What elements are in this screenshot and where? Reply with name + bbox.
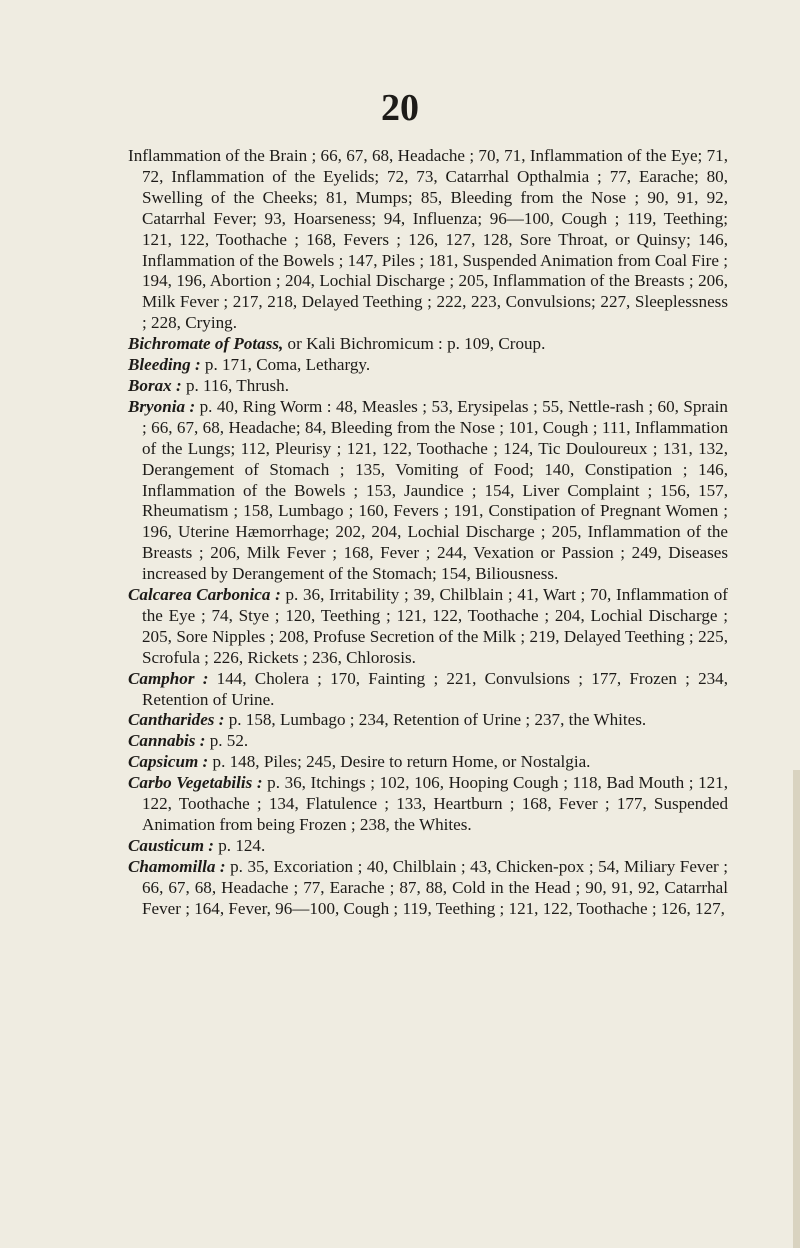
- index-entry: [128, 146, 728, 334]
- entry-text: p. 35, Excoriation ; 40, Chilblain ; 43, Chicken-pox ; 54, Miliary Fever ; 66, 67, 68, Headache ; 77, Earache ; 87, 88, Cold in the Head ; 90, 91, 92, Catarrhal Fever ; 164, Fever, 96—100, Cough ; 119, Teething ; 121, 122, Toothache ; 126, 127,: [142, 856, 728, 918]
- remedy-name: Borax :: [128, 375, 182, 395]
- entry-text: 144, Cholera ; 170, Fainting ; 221, Convulsions ; 177, Frozen ; 234, Retention of Urine.: [142, 668, 728, 709]
- index-entry: [128, 752, 728, 773]
- index-entry: [128, 397, 728, 585]
- remedy-name: Causticum :: [128, 835, 214, 855]
- entry-text: p. 36, Irritability ; 39, Chilblain ; 41, Wart ; 70, Inflammation of the Eye ; 74, Stye ; 120, Teething ; 121, 122, Toothache ; 204, Lochial Discharge ; 205, Sore Nipples ; 208, Profuse Secretion of the Milk ; 219, Delayed Teething ; 225, Scrofula ; 226, Rickets ; 236, Chlorosis.: [142, 585, 729, 667]
- remedy-name: Bryonia :: [128, 396, 196, 416]
- remedy-name: Chamomilla :: [128, 856, 226, 876]
- index-entry: [128, 857, 728, 920]
- index-entry: [128, 773, 728, 836]
- entry-text: or Kali Bichromicum : p. 109, Croup.: [283, 334, 546, 354]
- index-entry: [128, 585, 728, 669]
- remedy-name: Bichromate of Potass,: [128, 334, 284, 354]
- entry-text: p. 36, Itchings ; 102, 106, Hooping Cough ; 118, Bad Mouth ; 121, 122, Toothache ; 134, Flatulence ; 133, Heartburn ; 168, Fever ; 177, Suspended Animation from being Frozen ; 238, the Whites.: [142, 773, 728, 834]
- entry-text: p. 148, Piles; 245, Desire to return Home, or Nostalgia.: [208, 752, 591, 772]
- entry-text: p. 171, Coma, Lethargy.: [200, 355, 371, 375]
- page-edge-shadow: [793, 770, 800, 1248]
- entry-text: p. 158, Lumbago ; 234, Retention of Urine ; 237, the Whites.: [224, 710, 647, 730]
- remedy-name: Calcarea Carbonica :: [128, 585, 281, 605]
- index-entries: [128, 146, 728, 920]
- index-entry: [128, 355, 728, 376]
- entry-text: p. 116, Thrush.: [181, 375, 289, 395]
- remedy-name: Bleeding :: [128, 355, 201, 375]
- index-entry: [128, 710, 728, 731]
- entry-text: p. 124.: [213, 835, 266, 855]
- entry-text: Inflammation of the Brain ; 66, 67, 68, Headache ; 70, 71, Inflammation of the Eye; 71, 72, Inflammation of the Eyelids; 72, 73, Catarrhal Opthalmia ; 77, Earache; 80, Swelling of the Cheeks; 81, Mumps; 85, Bleeding from the Nose ; 90, 91, 92, Catarrhal Fever; 93, Hoarseness; 94, Influenza; 96—100, Cough ; 119, Teething; 121, 122, Toothache ; 168, Fevers ; 126, 127, 128, Sore Throat, or Quinsy; 146, Inflammation of the Bowels ; 147, Piles ; 181, Suspended Animation from Coal Fire ; 194, 196, Abortion ; 204, Lochial Discharge ; 205, Inflammation of the Breasts ; 206, Milk Fever ; 217, 218, Delayed Teething ; 222, 223, Convulsions; 227, Sleeplessness ; 228, Crying.: [128, 146, 728, 333]
- index-entry: [128, 731, 728, 752]
- index-entry: [128, 334, 728, 355]
- page-number: 20: [381, 87, 419, 129]
- remedy-name: Carbo Vegetabilis :: [128, 773, 263, 793]
- index-entry: [128, 836, 728, 857]
- remedy-name: Camphor :: [128, 668, 209, 688]
- index-entry: [128, 376, 728, 397]
- remedy-name: Cannabis :: [128, 731, 206, 751]
- remedy-name: Cantharides :: [128, 710, 225, 730]
- entry-text: p. 52.: [205, 731, 249, 751]
- remedy-name: Capsicum :: [128, 752, 209, 772]
- entry-text: p. 40, Ring Worm : 48, Measles ; 53, Erysipelas ; 55, Nettle-rash ; 60, Sprain ; 66, 67, 68, Headache; 84, Bleeding from the Nose ; 101, Cough ; 111, Inflammation of the Lungs; 112, Pleurisy ; 121, 122, Toothache ; 124, Tic Douloureux ; 131, 132, Derangement of Stomach ; 135, Vomiting of Food; 140, Constipation ; 146, Inflammation of the Bowels ; 153, Jaundice ; 154, Liver Complaint ; 156, 157, Rheumatism ; 158, Lumbago ; 160, Fevers ; 191, Constipation of Pregnant Women ; 196, Uterine Hæmorrhage; 202, 204, Lochial Discharge ; 205, Inflammation of the Breasts ; 206, Milk Fever ; 168, Fever ; 244, Vexation or Passion ; 249, Diseases increased by Derangement of the Stomach; 154, Biliousness.: [142, 396, 728, 584]
- index-entry: [128, 669, 728, 711]
